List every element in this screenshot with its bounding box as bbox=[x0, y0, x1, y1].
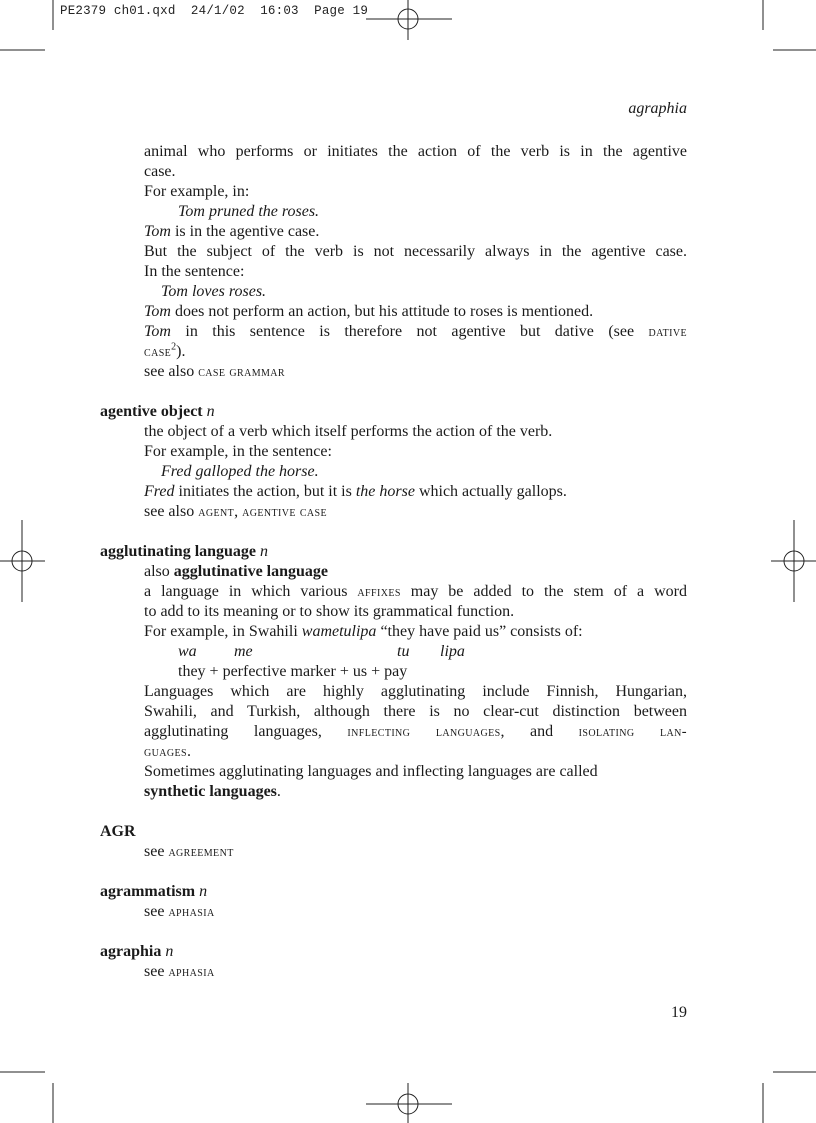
text-line bbox=[100, 622, 687, 642]
page-number: 19 bbox=[671, 1004, 687, 1021]
text: , bbox=[234, 503, 243, 520]
text: does not perform an action, but his attitude to roses is mentioned. bbox=[170, 303, 594, 320]
example-sentence: Tom loves roses. bbox=[161, 283, 267, 300]
text-line bbox=[100, 222, 687, 242]
interlinear-gloss bbox=[100, 642, 687, 662]
text-line bbox=[100, 562, 687, 582]
text-line: Swahili, and Turkish, although there is no clear-cut distinction between bbox=[144, 703, 687, 720]
text-line: case. bbox=[144, 163, 176, 180]
text-line: But the subject of the verb is not necessarily always in the agentive case. bbox=[144, 243, 687, 260]
text: see also bbox=[144, 503, 199, 520]
text: . bbox=[276, 783, 281, 800]
morpheme: wa bbox=[178, 643, 197, 660]
continued-entry bbox=[100, 142, 687, 382]
text-line bbox=[100, 342, 687, 362]
headword: agentive object bbox=[100, 403, 203, 420]
text-line: Sometimes agglutinating languages and inflecting languages are called bbox=[144, 763, 598, 780]
entry-agrammatism bbox=[100, 882, 687, 922]
text-line bbox=[100, 722, 687, 742]
term: Tom bbox=[144, 223, 171, 240]
morpheme: me bbox=[234, 643, 253, 660]
registration-mark-bottom bbox=[366, 1083, 452, 1123]
text-line: Languages which are highly agglutinating include Finnish, Hungarian, bbox=[144, 683, 687, 700]
cross-reference[interactable]: case bbox=[144, 344, 172, 360]
text-line bbox=[100, 782, 687, 802]
text: may be added to the stem of a word bbox=[400, 583, 688, 600]
text-line bbox=[100, 482, 687, 502]
running-head: agraphia bbox=[628, 100, 687, 117]
entry-agglutinating-language bbox=[100, 542, 687, 802]
text-line: animal who performs or initiates the action of the verb is in the agentive bbox=[144, 143, 687, 160]
text: is in the agentive case. bbox=[170, 223, 320, 240]
see-line bbox=[100, 962, 687, 982]
entry-agentive-object bbox=[100, 402, 687, 522]
headword-line bbox=[100, 542, 687, 562]
superscript: 2 bbox=[171, 341, 177, 353]
gloss-translation: they + perfective marker + us + pay bbox=[178, 663, 408, 680]
text: . bbox=[186, 743, 191, 760]
text: ). bbox=[176, 343, 186, 360]
term: Tom bbox=[144, 303, 171, 320]
text: which actually gallops. bbox=[414, 483, 567, 500]
entry-agr bbox=[100, 822, 687, 862]
page-body bbox=[100, 142, 687, 982]
see-line bbox=[100, 902, 687, 922]
cross-reference[interactable]: inflecting languages bbox=[347, 724, 501, 740]
cross-reference[interactable]: guages bbox=[144, 744, 187, 760]
cross-reference[interactable]: agentive case bbox=[242, 504, 328, 520]
morpheme: tu bbox=[397, 643, 410, 660]
see-also-line bbox=[100, 502, 687, 522]
part-of-speech: n bbox=[206, 403, 215, 420]
text: see also bbox=[144, 363, 199, 380]
morpheme: lipa bbox=[440, 643, 465, 660]
see-also-line bbox=[100, 362, 687, 382]
cross-reference[interactable]: aphasia bbox=[168, 964, 215, 980]
term: Fred bbox=[144, 483, 175, 500]
part-of-speech: n bbox=[165, 943, 174, 960]
text: see bbox=[144, 843, 169, 860]
text: a language in which various bbox=[144, 583, 358, 600]
text: agglutinating languages, bbox=[144, 723, 348, 740]
text: also bbox=[144, 563, 174, 580]
text: in this sentence is therefore not agentive but dative (see bbox=[170, 323, 649, 340]
text-line bbox=[100, 322, 687, 342]
print-slug: PE2379 ch01.qxd 24/1/02 16:03 Page 19 bbox=[60, 4, 369, 18]
cross-reference[interactable]: case grammar bbox=[198, 364, 285, 380]
text: , and bbox=[500, 723, 579, 740]
headword-line bbox=[100, 402, 687, 422]
entry-agraphia bbox=[100, 942, 687, 982]
text-line bbox=[100, 742, 687, 762]
example-sentence: Fred galloped the horse. bbox=[161, 463, 319, 480]
example-sentence: Tom pruned the roses. bbox=[178, 203, 320, 220]
term: the horse bbox=[355, 483, 415, 500]
cross-reference[interactable]: agent bbox=[198, 504, 235, 520]
text-line: For example, in the sentence: bbox=[144, 443, 332, 460]
headword: AGR bbox=[100, 823, 136, 840]
cross-reference[interactable]: isolating lan- bbox=[578, 724, 687, 740]
registration-mark-right bbox=[771, 520, 816, 602]
headword: agglutinating language bbox=[100, 543, 257, 560]
cross-reference[interactable]: dative bbox=[648, 324, 687, 340]
part-of-speech: n bbox=[199, 883, 208, 900]
text: initiates the action, but it is bbox=[174, 483, 356, 500]
see-line bbox=[100, 842, 687, 862]
cross-reference[interactable]: aphasia bbox=[168, 904, 215, 920]
part-of-speech: n bbox=[260, 543, 269, 560]
text-line: In the sentence: bbox=[144, 263, 245, 280]
text: For example, in Swahili bbox=[144, 623, 302, 640]
text-line: the object of a verb which itself performs the action of the verb. bbox=[144, 423, 553, 440]
cross-reference[interactable]: agreement bbox=[168, 844, 234, 860]
term: wametulipa bbox=[301, 623, 377, 640]
registration-mark-top bbox=[366, 0, 452, 40]
headword: agrammatism bbox=[100, 883, 196, 900]
cross-reference[interactable]: affixes bbox=[357, 584, 401, 600]
text: “they have paid us” consists of: bbox=[376, 623, 583, 640]
text-line: For example, in: bbox=[144, 183, 250, 200]
text: see bbox=[144, 903, 169, 920]
variant-headword: agglutinative language bbox=[173, 563, 329, 580]
headword-line bbox=[100, 942, 687, 962]
text-line: to add to its meaning or to show its grammatical function. bbox=[144, 603, 515, 620]
text-line bbox=[100, 582, 687, 602]
term: Tom bbox=[144, 323, 171, 340]
text: see bbox=[144, 963, 169, 980]
headword-line bbox=[100, 882, 687, 902]
term-bold: synthetic languages bbox=[144, 783, 277, 800]
registration-mark-left bbox=[0, 520, 45, 602]
headword: agraphia bbox=[100, 943, 162, 960]
text-line bbox=[100, 302, 687, 322]
